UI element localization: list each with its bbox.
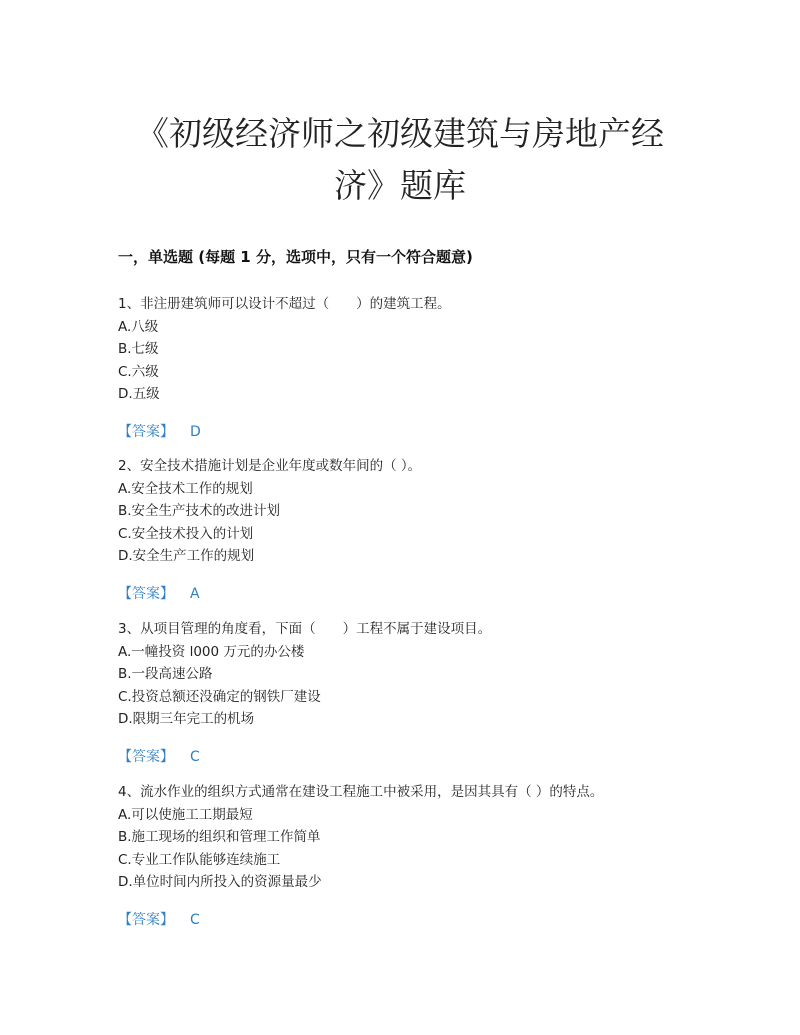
- option-b: B.施工现场的组织和管理工作简单: [118, 829, 321, 845]
- option-c: C.投资总额还没确定的钢铁厂建设: [118, 688, 321, 705]
- answer-4: [118, 909, 200, 929]
- answer-value: C: [190, 912, 200, 928]
- answer-label: 【答案】: [118, 912, 174, 928]
- option-c: C.六级: [118, 363, 159, 380]
- option-c: C.专业工作队能够连续施工: [118, 851, 281, 868]
- question-2: [118, 455, 421, 568]
- title-line-2: 济》题库: [334, 166, 466, 205]
- question-stem: 1、非注册建筑师可以设计不超过（ ）的建筑工程。: [118, 296, 451, 312]
- section-heading: 一，单选题 (每题 1 分，选项中，只有一个符合题意): [118, 248, 473, 266]
- answer-1: [118, 421, 201, 441]
- option-a: A.安全技术工作的规划: [118, 480, 253, 497]
- answer-label: 【答案】: [118, 586, 174, 602]
- question-1: [118, 293, 451, 406]
- answer-value: C: [190, 749, 200, 765]
- document-title: [110, 108, 690, 212]
- option-b: B.安全生产技术的改进计划: [118, 503, 281, 519]
- option-d: D.限期三年完工的机场: [118, 711, 255, 727]
- question-3: [118, 618, 491, 731]
- answer-2: [118, 583, 200, 603]
- option-a: A.可以使施工工期最短: [118, 806, 253, 823]
- question-4: [118, 781, 603, 894]
- option-a: A.八级: [118, 318, 159, 335]
- option-b: B.七级: [118, 341, 159, 357]
- question-stem: 2、安全技术措施计划是企业年度或数年间的（ ）。: [118, 458, 422, 474]
- option-d: D.五级: [118, 386, 160, 402]
- answer-label: 【答案】: [118, 749, 174, 765]
- option-c: C.安全技术投入的计划: [118, 525, 254, 542]
- option-a: A.一幢投资 l000 万元的办公楼: [118, 643, 305, 660]
- title-line-1: 《初级经济师之初级建筑与房地产经: [136, 114, 664, 153]
- option-d: D.安全生产工作的规划: [118, 548, 255, 564]
- answer-value: D: [190, 424, 201, 440]
- question-stem: 3、从项目管理的角度看，下面（ ）工程不属于建设项目。: [118, 621, 492, 637]
- answer-label: 【答案】: [118, 424, 174, 440]
- answer-3: [118, 746, 200, 766]
- option-b: B.一段高速公路: [118, 666, 213, 682]
- option-d: D.单位时间内所投入的资源量最少: [118, 874, 322, 890]
- answer-value: A: [190, 586, 200, 602]
- question-stem: 4、流水作业的组织方式通常在建设工程施工中被采用，是因其具有（ ）的特点。: [118, 784, 604, 800]
